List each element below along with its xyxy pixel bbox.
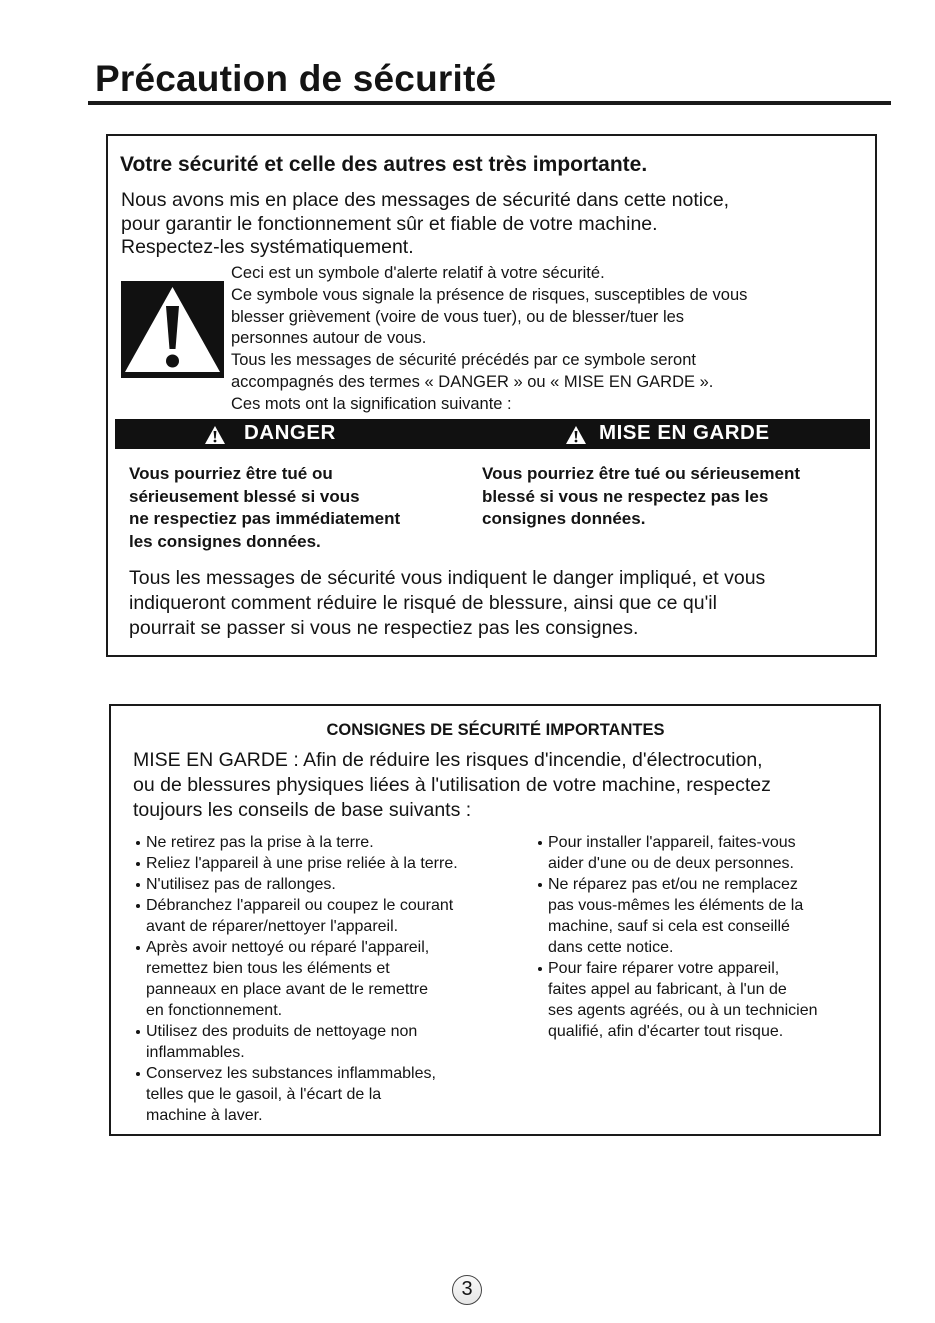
list-item-line: qualifié, afin d'écarter tout risque.	[548, 1023, 784, 1040]
list-item-line: Ne retirez pas la prise à la terre.	[146, 834, 374, 851]
safety-closing-line: Tous les messages de sécurité vous indiquent le danger impliqué, et vous	[129, 567, 766, 589]
danger-definition-line: ne respectiez pas immédiatement	[129, 509, 401, 529]
list-item-line: machine, sauf si cela est conseillé	[548, 918, 790, 935]
list-item-line: dans cette notice.	[548, 939, 674, 956]
alert-line: Tous les messages de sécurité précédés par ce symbole seront	[231, 351, 696, 370]
list-item-line: remettez bien tous les éléments et	[146, 960, 390, 977]
danger-banner	[115, 419, 479, 449]
alert-line: accompagnés des termes « DANGER » ou « MISE EN GARDE ».	[231, 372, 714, 391]
consignes-list-left	[134, 832, 458, 1126]
safety-closing-line: indiqueront comment réduire le risqué de blessure, ainsi que ce qu'il	[129, 592, 717, 614]
list-item	[536, 958, 818, 1042]
danger-definition-line: sérieusement blessé si vous	[129, 486, 360, 506]
danger-warning-icon	[204, 425, 226, 445]
consignes-intro-line: MISE EN GARDE : Afin de réduire les risques d'incendie, d'électrocution,	[133, 749, 763, 771]
list-item	[134, 832, 458, 853]
consignes-heading	[0, 721, 935, 740]
list-item-line: pas vous-mêmes les éléments de la	[548, 897, 804, 914]
mise-en-garde-label: MISE EN GARDE	[599, 421, 770, 444]
list-item-line: ses agents agréés, ou à un technicien	[548, 1002, 818, 1019]
safety-intro	[121, 189, 729, 260]
list-item-line: N'utilisez pas de rallonges.	[146, 876, 336, 893]
list-item-line: aider d'une ou de deux personnes.	[548, 855, 794, 872]
consignes-intro-line: ou de blessures physiques liées à l'utilisation de votre machine, respectez	[133, 774, 771, 796]
list-item-line: Ne réparez pas et/ou ne remplacez	[548, 876, 798, 893]
danger-definition-line: Vous pourriez être tué ou	[129, 464, 333, 483]
alert-line: Ce symbole vous signale la présence de risques, susceptibles de vous	[231, 285, 748, 304]
list-item-line: avant de réparer/nettoyer l'appareil.	[146, 918, 399, 935]
mise-en-garde-banner	[479, 419, 870, 449]
list-item	[134, 874, 458, 895]
list-item	[536, 874, 818, 958]
consignes-heading-text: CONSIGNES DE SÉCURITÉ IMPORTANTES	[326, 721, 665, 739]
list-item	[134, 1063, 458, 1126]
alert-line: blesser grièvement (voire de vous tuer), ou de blesser/tuer les	[231, 307, 685, 326]
mise-en-garde-definition-line: blessé si vous ne respectez pas les	[482, 486, 769, 506]
list-item	[134, 853, 458, 874]
alert-symbol-description	[231, 263, 747, 416]
list-item-line: inflammables.	[146, 1044, 245, 1061]
safety-closing	[129, 566, 765, 641]
safety-closing-line: pourrait se passer si vous ne respectiez pas les consignes.	[129, 617, 639, 639]
warning-triangle-icon	[121, 281, 224, 378]
list-item-line: machine à laver.	[146, 1107, 263, 1124]
list-item-line: Reliez l'appareil à une prise reliée à la terre.	[146, 855, 458, 872]
list-item	[134, 1021, 458, 1063]
list-item-line: Utilisez des produits de nettoyage non	[146, 1023, 418, 1040]
list-item-line: faites appel au fabricant, à l'un de	[548, 981, 787, 998]
list-item	[134, 895, 458, 937]
page-title: Précaution de sécurité	[95, 58, 497, 99]
alert-line: Ces mots ont la signification suivante :	[231, 394, 512, 413]
list-item-line: Pour faire réparer votre appareil,	[548, 960, 780, 977]
danger-definition-line: les consignes données.	[129, 532, 321, 552]
consignes-intro-line: toujours les conseils de base suivants :	[133, 799, 472, 821]
safety-heading: Votre sécurité et celle des autres est très importante.	[120, 153, 648, 176]
consignes-list-right	[536, 832, 818, 1042]
mise-en-garde-definition-line: Vous pourriez être tué ou sérieusement	[482, 464, 801, 483]
alert-line: Ceci est un symbole d'alerte relatif à votre sécurité.	[231, 264, 605, 282]
list-item-line: telles que le gasoil, à l'écart de la	[146, 1086, 382, 1103]
safety-intro-line: Nous avons mis en place des messages de sécurité dans cette notice,	[121, 189, 730, 211]
mise-en-garde-definition	[482, 463, 800, 531]
list-item-line: panneaux en place avant de le remettre	[146, 981, 428, 998]
mise-en-garde-definition-line: consignes données.	[482, 509, 646, 529]
page-number: 3	[452, 1275, 482, 1305]
safety-intro-line: Respectez-les systématiquement.	[121, 236, 414, 258]
danger-definition	[129, 463, 400, 554]
list-item	[536, 832, 818, 874]
alert-line: personnes autour de vous.	[231, 329, 427, 348]
danger-label: DANGER	[244, 421, 336, 444]
list-item	[134, 937, 458, 1021]
list-item-line: Débranchez l'appareil ou coupez le courant	[146, 897, 454, 914]
list-item-line: Après avoir nettoyé ou réparé l'appareil,	[146, 939, 430, 956]
list-item-line: Pour installer l'appareil, faites-vous	[548, 834, 796, 851]
title-rule	[88, 101, 891, 105]
list-item-line: Conservez les substances inflammables,	[146, 1065, 436, 1082]
list-item-line: en fonctionnement.	[146, 1002, 283, 1019]
consignes-intro	[133, 748, 771, 823]
mise-en-garde-warning-icon	[565, 425, 587, 445]
safety-intro-line: pour garantir le fonctionnement sûr et fiable de votre machine.	[121, 212, 658, 235]
